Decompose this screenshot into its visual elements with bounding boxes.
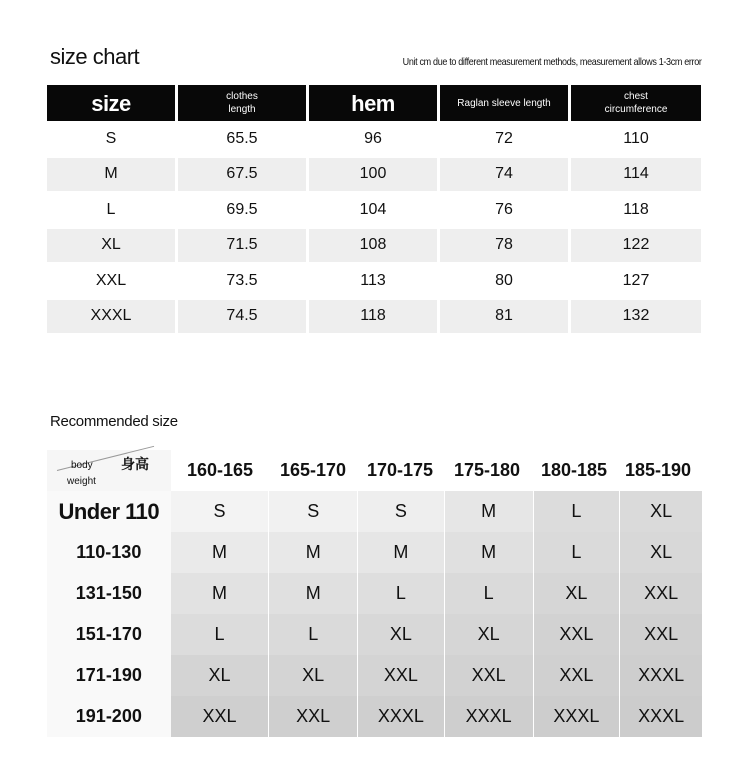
recommended-size-cell: L <box>358 573 444 614</box>
recommended-size-cell: M <box>358 532 444 573</box>
header-size: size <box>47 85 175 121</box>
size-chart-cell: 76 <box>495 200 513 218</box>
weight-range-label: Under 110 <box>47 491 171 532</box>
recommended-size-cell: XXXL <box>620 655 702 696</box>
header-chest-line2: circumference <box>604 104 668 115</box>
size-chart-cell: 71.5 <box>178 229 306 262</box>
recommended-size-cell: XL <box>445 614 533 655</box>
size-chart-cell: M <box>47 158 175 191</box>
recommended-row <box>47 655 703 696</box>
size-chart-cell: 118 <box>623 200 649 218</box>
size-chart-cell: 65.5 <box>226 129 258 147</box>
weight-range-label: 110-130 <box>47 532 171 573</box>
size-chart-cell: 104 <box>359 200 387 218</box>
size-chart-cell: 114 <box>571 158 701 191</box>
size-chart-cell: 132 <box>571 300 701 333</box>
size-chart-cell: 110 <box>623 129 649 147</box>
corner-cell <box>47 450 171 491</box>
height-range-header: 170-175 <box>366 460 434 480</box>
size-chart-cell: 74 <box>440 158 568 191</box>
weight-range-label: 171-190 <box>47 655 171 696</box>
size-chart-cell: 74.5 <box>178 300 306 333</box>
recommended-row <box>47 491 703 532</box>
size-chart-cell: 72 <box>495 129 513 147</box>
size-chart-cell: 78 <box>440 229 568 262</box>
size-chart-cell: XL <box>47 229 175 262</box>
header-raglan-sleeve-length: Raglan sleeve length <box>440 85 568 121</box>
size-chart-row <box>47 228 703 264</box>
size-chart-row <box>47 192 703 228</box>
recommended-size-table <box>47 450 703 737</box>
recommended-size-cell: M <box>269 532 357 573</box>
recommended-row <box>47 696 703 737</box>
recommended-row <box>47 532 703 573</box>
size-chart-header <box>47 85 703 121</box>
recommended-size-cell: M <box>445 532 533 573</box>
size-chart-cell: L <box>106 200 116 218</box>
recommended-size-cell: XXL <box>534 655 620 696</box>
measurement-note: Unit cm due to different measurement methods, measurement allows 1-3cm error <box>403 56 702 68</box>
size-chart-cell: 81 <box>440 300 568 333</box>
header-chest-circumference <box>571 85 701 121</box>
recommended-size-cell: XL <box>269 655 357 696</box>
size-chart-cell: 67.5 <box>178 158 306 191</box>
recommended-size-cell: XL <box>358 614 444 655</box>
size-chart-cell: XXL <box>95 271 127 289</box>
recommended-size-cell: XXL <box>171 696 269 737</box>
recommended-size-cell: S <box>269 491 357 532</box>
size-chart-cell: 73.5 <box>226 271 258 289</box>
size-chart-row <box>47 121 703 157</box>
weight-range-label: 151-170 <box>47 614 171 655</box>
size-chart-cell: 127 <box>622 271 650 289</box>
height-range-header: 180-185 <box>540 460 608 480</box>
recommended-size-cell: M <box>171 573 269 614</box>
recommended-size-cell: XXL <box>445 655 533 696</box>
size-chart-cell: XXXL <box>47 300 175 333</box>
height-range-header: 175-180 <box>453 460 521 480</box>
recommended-size-cell: L <box>534 491 620 532</box>
size-chart-cell: 96 <box>364 129 382 147</box>
header-clothes-length-line1: clothes <box>226 91 258 102</box>
size-chart-cell: 80 <box>495 271 513 289</box>
recommended-row <box>47 614 703 655</box>
size-chart-cell: 113 <box>360 271 386 289</box>
recommended-size-cell: XL <box>534 573 620 614</box>
recommended-size-cell: XL <box>620 491 702 532</box>
recommended-size-cell: S <box>171 491 269 532</box>
header-hem: hem <box>309 85 437 121</box>
recommended-size-cell: L <box>171 614 269 655</box>
recommended-size-cell: S <box>358 491 444 532</box>
recommended-size-cell: XXL <box>358 655 444 696</box>
recommended-body <box>47 491 703 737</box>
size-chart-cell: 122 <box>571 229 701 262</box>
size-chart-cell: 108 <box>309 229 437 262</box>
recommended-size-cell: XL <box>620 532 702 573</box>
size-chart-row <box>47 263 703 299</box>
corner-height-label: 身高 <box>121 456 149 472</box>
size-chart-cell: 100 <box>309 158 437 191</box>
recommended-header <box>47 450 703 491</box>
height-range-header: 185-190 <box>624 460 692 480</box>
size-chart-cell: S <box>105 129 117 147</box>
recommended-size-cell: XXL <box>534 614 620 655</box>
recommended-size-cell: M <box>171 532 269 573</box>
size-chart-row <box>47 299 703 335</box>
height-range-headers <box>171 450 699 491</box>
recommended-size-cell: XXXL <box>358 696 444 737</box>
corner-body-label: body <box>71 460 93 471</box>
recommended-size-cell: M <box>445 491 533 532</box>
recommended-row <box>47 573 703 614</box>
recommended-size-cell: XXL <box>269 696 357 737</box>
header-clothes-length-line2: length <box>228 104 256 115</box>
recommended-size-cell: XXXL <box>534 696 620 737</box>
weight-range-label: 191-200 <box>47 696 171 737</box>
recommended-size-cell: M <box>269 573 357 614</box>
height-range-header: 160-165 <box>186 460 254 480</box>
recommended-size-cell: XL <box>171 655 269 696</box>
corner-weight-label: weight <box>67 476 96 487</box>
size-chart-body <box>47 121 703 334</box>
recommended-size-cell: XXL <box>620 614 702 655</box>
weight-range-label: 131-150 <box>47 573 171 614</box>
recommended-size-cell: L <box>269 614 357 655</box>
recommended-size-cell: XXXL <box>620 696 702 737</box>
height-range-header: 165-170 <box>279 460 347 480</box>
size-chart-cell: 69.5 <box>226 200 258 218</box>
header-clothes-length <box>178 85 306 121</box>
header-chest-line1: chest <box>624 91 648 102</box>
recommended-size-cell: XXL <box>620 573 702 614</box>
size-chart-title: size chart <box>50 44 140 69</box>
size-chart-cell: 118 <box>309 300 437 333</box>
size-chart-row <box>47 157 703 193</box>
recommended-size-title: Recommended size <box>50 413 178 430</box>
recommended-size-cell: L <box>534 532 620 573</box>
recommended-size-cell: L <box>445 573 533 614</box>
size-chart-table <box>47 85 703 334</box>
recommended-size-cell: XXXL <box>445 696 533 737</box>
